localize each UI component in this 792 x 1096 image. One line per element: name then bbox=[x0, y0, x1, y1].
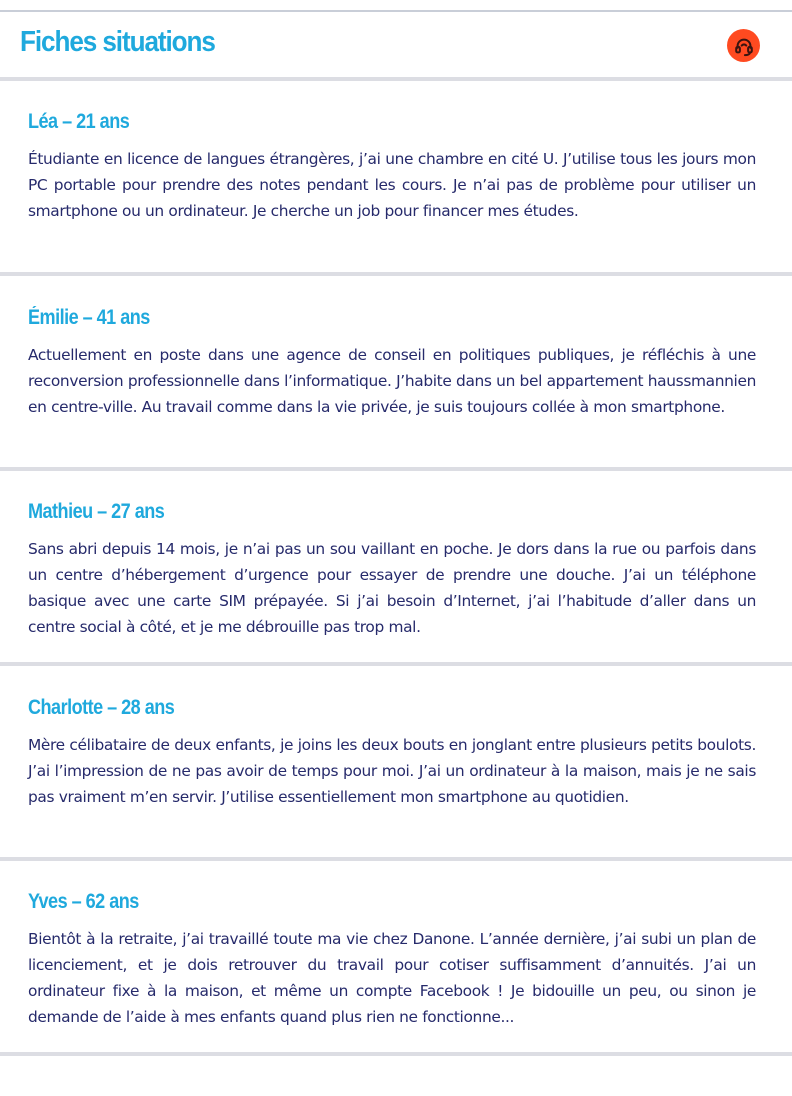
persona-name: Émilie – 41 ans bbox=[28, 306, 150, 329]
persona-description: Mère célibataire de deux enfants, je joins les deux bouts en jonglant entre plusieurs petits boulots. J’ai l’impression de ne pas avoir de temps pour moi. J’ai un ordinateur à la maison, mais je ne sais pas vraiment m’en servir. J’utilise essentiellement mon smartphone au quotidien. bbox=[28, 736, 756, 806]
divider bbox=[0, 467, 792, 471]
divider bbox=[0, 272, 792, 276]
persona-name: Yves – 62 ans bbox=[28, 890, 139, 913]
divider bbox=[0, 857, 792, 861]
persona-description: Actuellement en poste dans une agence de conseil en politiques publiques, je réfléchis à une reconversion professionnelle dans l’informatique. J’habite dans un bel appartement haussmannien en centre-ville. Au travail comme dans la vie privée, je suis toujours collée à mon smartphone. bbox=[28, 346, 756, 416]
divider bbox=[0, 77, 792, 81]
persona-name: Léa – 21 ans bbox=[28, 110, 130, 133]
support-button[interactable] bbox=[727, 29, 760, 62]
persona-description: Sans abri depuis 14 mois, je n’ai pas un sou vaillant en poche. Je dors dans la rue ou parfois dans un centre d’hébergement d’urgence pour essayer de prendre une douche. J’ai un téléphone basique avec une carte SIM prépayée. Si j’ai besoin d’Internet, j’ai l’habitude d’aller dans un centre social à côté, et je me débrouille pas trop mal. bbox=[28, 540, 756, 636]
headset-icon bbox=[733, 35, 755, 57]
divider bbox=[0, 662, 792, 666]
persona-description: Bientôt à la retraite, j’ai travaillé toute ma vie chez Danone. L’année dernière, j’ai subi un plan de licenciement, et je dois retrouver du travail pour cotiser suffisamment d’annuités. J’ai un ordinateur fixe à la maison, et même un compte Facebook ! Je bidouille un peu, ou sinon je demande de l’aide à mes enfants quand plus rien ne fonctionne... bbox=[28, 930, 756, 1026]
persona-description: Étudiante en licence de langues étrangères, j’ai une chambre en cité U. J’utilise tous les jours mon PC portable pour prendre des notes pendant les cours. Je n’ai pas de problème pour utiliser un smartphone ou un ordinateur. Je cherche un job pour financer mes études. bbox=[28, 150, 756, 220]
persona-name: Charlotte – 28 ans bbox=[28, 696, 175, 719]
persona-name: Mathieu – 27 ans bbox=[28, 500, 165, 523]
divider bbox=[0, 1052, 792, 1056]
page-title: Fiches situations bbox=[20, 26, 215, 58]
page-header bbox=[0, 12, 792, 79]
